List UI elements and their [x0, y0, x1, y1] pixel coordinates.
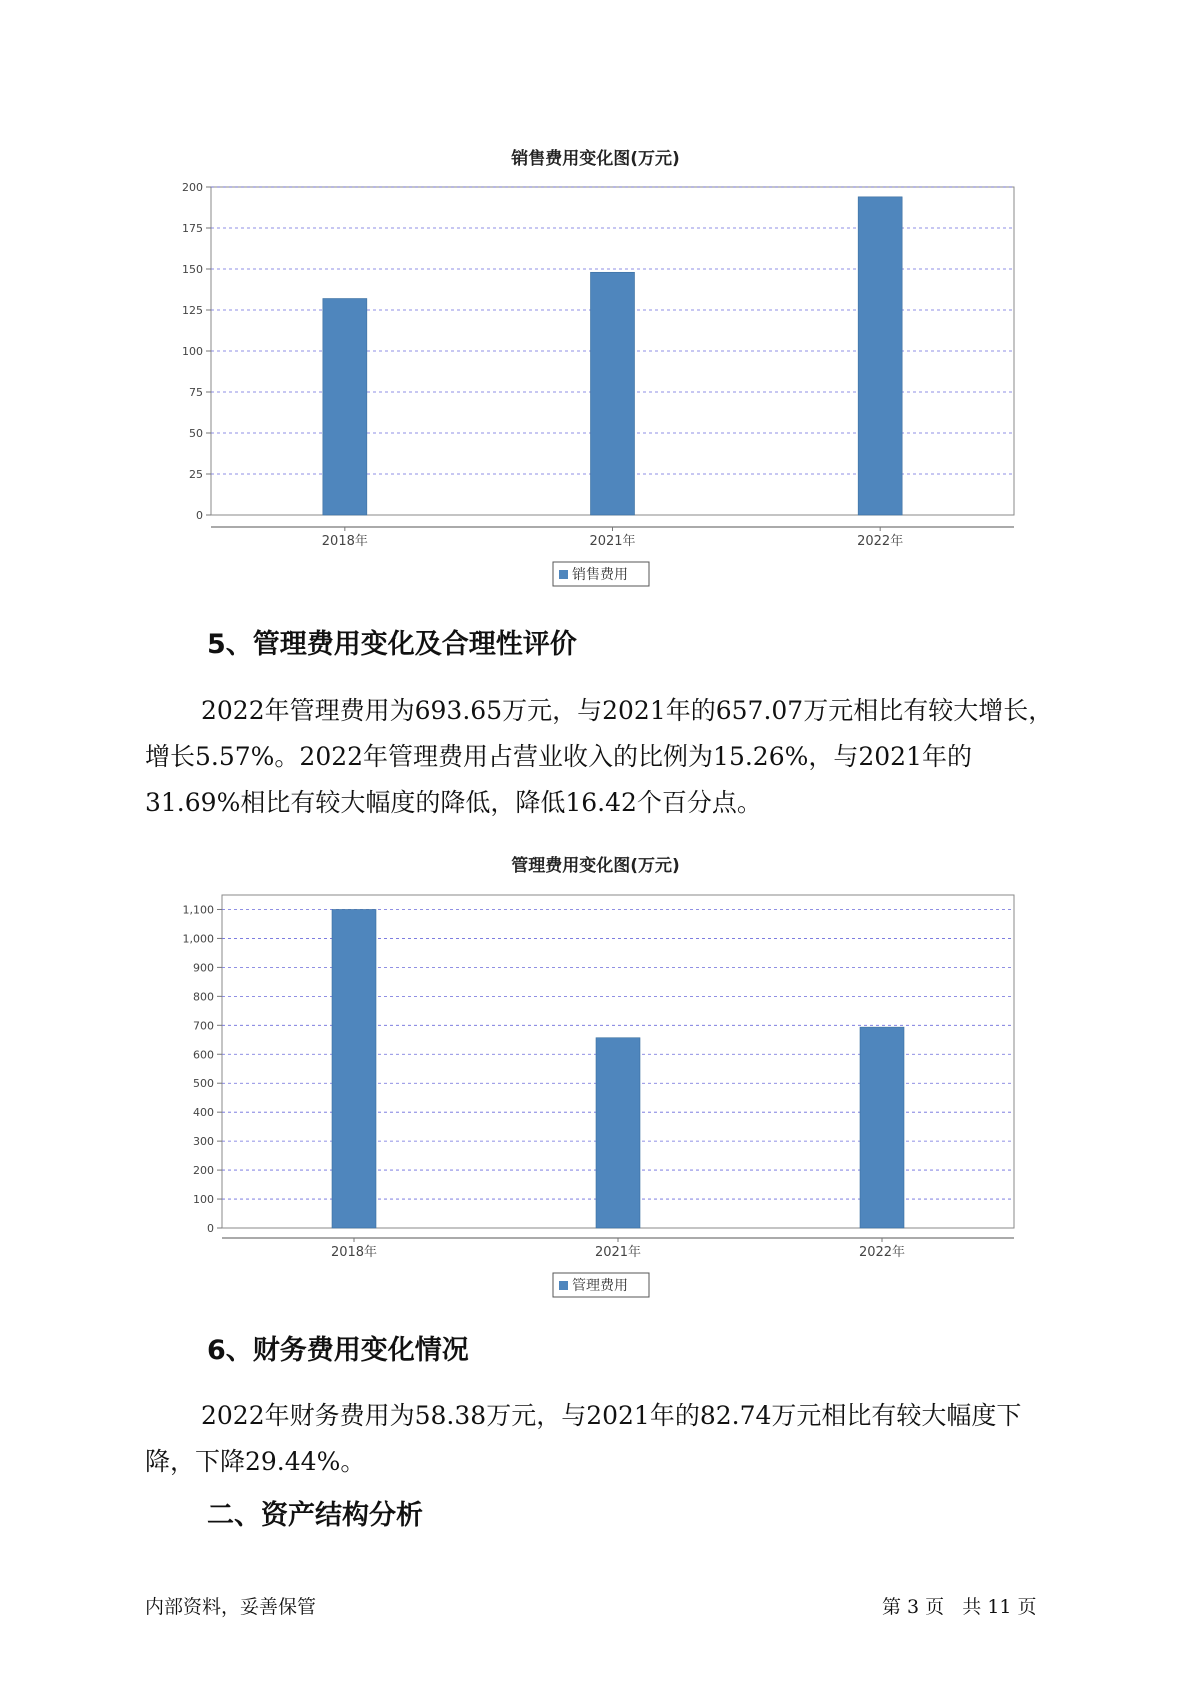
y-tick-label: 400	[193, 1106, 214, 1120]
bar	[858, 197, 902, 515]
section-5-paragraph	[145, 688, 1055, 826]
y-tick-label: 0	[196, 509, 203, 522]
y-tick-label: 300	[193, 1135, 214, 1149]
footer-page-number: 第 3 页 共 11 页	[882, 1596, 1037, 1618]
y-tick-label: 1,000	[182, 932, 214, 946]
legend-label: 销售费用	[572, 567, 628, 583]
y-tick-label: 25	[189, 468, 203, 481]
y-tick-label: 800	[193, 990, 214, 1004]
x-tick-label: 2021年	[594, 1245, 642, 1260]
section-5-paragraph-text: 2022年管理费用为693.65万元，与2021年的657.07万元相比有较大增长，增长5.57%。2022年管理费用占营业收入的比例为15.26%，与2021年的31.69%相比有较大幅度的降低，降低16.42个百分点。	[145, 696, 1054, 817]
y-tick-label: 600	[193, 1048, 214, 1062]
y-tick-label: 700	[193, 1019, 214, 1033]
y-tick-label: 175	[182, 222, 203, 235]
section-5-heading: 5、管理费用变化及合理性评价	[207, 629, 577, 660]
y-tick-label: 200	[182, 181, 203, 194]
bar	[323, 299, 367, 515]
section-6-paragraph	[145, 1393, 1055, 1485]
y-tick-label: 75	[189, 386, 203, 399]
y-tick-label: 0	[207, 1222, 214, 1235]
x-tick-label: 2018年	[330, 1245, 378, 1260]
section-two-heading: 二、资产结构分析	[207, 1500, 423, 1531]
footer-confidential-note: 内部资料，妥善保管	[145, 1596, 317, 1618]
y-tick-label: 50	[189, 427, 203, 440]
y-tick-label: 150	[182, 263, 203, 276]
legend-swatch	[559, 1281, 568, 1290]
admin-chart-title: 管理费用变化图(万元)	[511, 856, 680, 876]
x-tick-label: 2018年	[321, 534, 368, 549]
y-tick-label: 200	[193, 1164, 214, 1178]
section-6-paragraph-text: 2022年财务费用为58.38万元，与2021年的82.74万元相比有较大幅度下降，下降29.44%。	[145, 1401, 1022, 1476]
admin-expense-chart	[0, 880, 1191, 1305]
sales-chart-title: 销售费用变化图(万元)	[511, 149, 680, 169]
x-tick-label: 2022年	[857, 534, 904, 549]
sales-expense-chart	[0, 170, 1191, 595]
x-tick-label: 2021年	[589, 534, 636, 549]
legend-label: 管理费用	[572, 1278, 628, 1294]
y-tick-label: 125	[182, 304, 203, 317]
y-tick-label: 100	[182, 345, 203, 358]
bar	[596, 1038, 640, 1228]
y-tick-label: 500	[193, 1077, 214, 1091]
bar	[591, 272, 635, 515]
legend-swatch	[559, 570, 568, 579]
y-tick-label: 900	[193, 961, 214, 975]
y-tick-label: 1,100	[182, 903, 214, 917]
y-tick-label: 100	[193, 1193, 214, 1207]
bar	[332, 909, 376, 1228]
x-tick-label: 2022年	[858, 1245, 906, 1260]
bar	[860, 1027, 904, 1228]
section-6-heading: 6、财务费用变化情况	[207, 1335, 469, 1366]
